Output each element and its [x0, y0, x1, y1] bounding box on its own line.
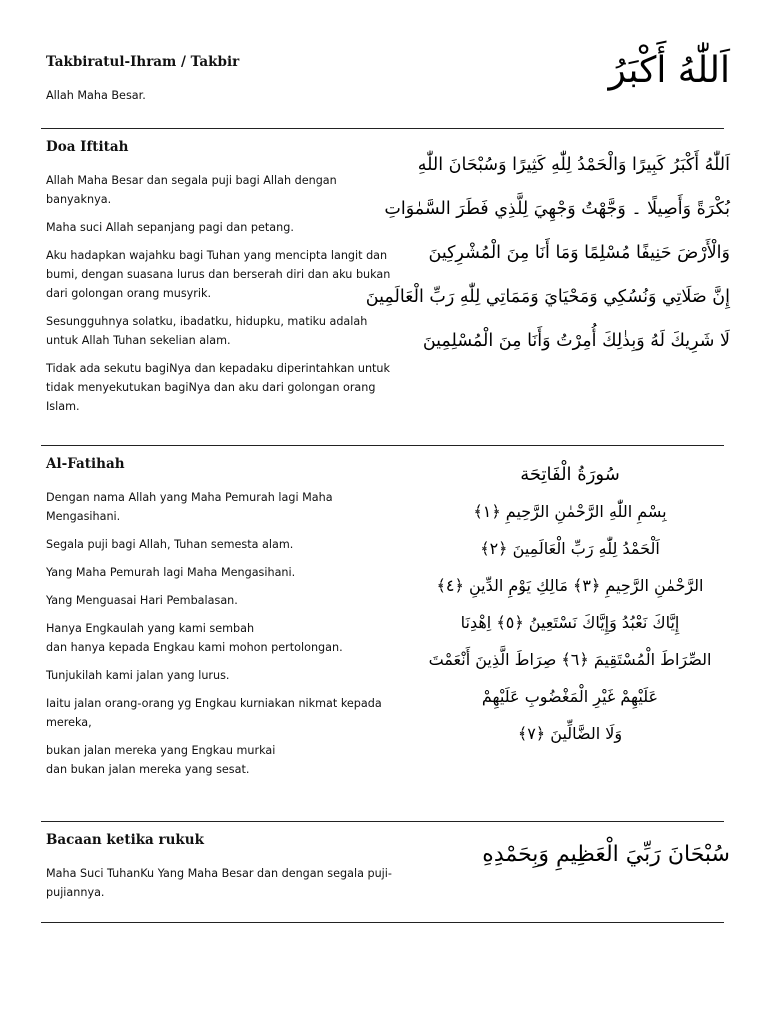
arabic-line: وَالْأَرْضَ حَنِيفًا مُسْلِمًا وَمَا أَنَا مِنَ الْمُشْرِكِينَ [428, 243, 730, 263]
section-title: Bacaan ketika rukuk [46, 832, 204, 848]
translation-text: Segala puji bagi Allah, Tuhan semesta alam. [46, 538, 294, 551]
surah-heading: سُورَةُ الْفَاتِحَة [520, 464, 620, 485]
arabic-line: الرَّحْمٰنِ الرَّحِيمِ ﴿٣﴾ مَالِكِ يَوْمِ الدِّينِ ﴿٤﴾ [436, 576, 704, 595]
translation-text: Allah Maha Besar. [46, 89, 146, 102]
translation-text: Yang Maha Pemurah lagi Maha Mengasihani. [46, 566, 296, 579]
arabic-line: اَللّٰهُ أَكْبَرُ [608, 50, 730, 91]
translation-text: bukan jalan mereka yang Engkau murkai dan bukan jalan mereka yang sesat. [46, 744, 276, 776]
translation-text: Aku hadapkan wajahku bagi Tuhan yang mencipta langit dan bumi, dengan suasana lurus dan berserah diri dan aku bukan dari golongan orang musyrik. [46, 249, 391, 300]
translation-text: Maha Suci TuhanKu Yang Maha Besar dan dengan segala puji-pujiannya. [46, 867, 392, 899]
translation-text: Maha suci Allah sepanjang pagi dan petang. [46, 221, 294, 234]
section-takbir [46, 54, 400, 114]
arabic-line: عَلَيْهِمْ غَيْرِ الْمَغْضُوبِ عَلَيْهِمْ [481, 687, 659, 706]
arabic-line: الصِّرَاطَ الْمُسْتَقِيمَ ﴿٦﴾ صِرَاطَ الَّذِينَ أَنْعَمْتَ [428, 650, 712, 669]
arabic-takbir [520, 46, 730, 96]
arabic-rukuk [404, 830, 730, 880]
section-divider [41, 821, 724, 822]
arabic-line: إِيَّاكَ نَعْبُدُ وَإِيَّاكَ نَسْتَعِينُ ﴿٥﴾ اِهْدِنَا [460, 613, 680, 632]
section-divider [41, 922, 724, 923]
section-doa-iftitah [46, 139, 400, 425]
arabic-line: سُبْحَانَ رَبِّيَ الْعَظِيمِ وَبِحَمْدِهِ [482, 842, 730, 867]
section-divider [41, 128, 724, 129]
translation-text: Allah Maha Besar dan segala puji bagi Allah dengan banyaknya. [46, 174, 337, 206]
translation-text: Tidak ada sekutu bagiNya dan kepadaku diperintahkan untuk tidak menyekutukan bagiNya dan aku dari golongan orang Islam. [46, 362, 391, 413]
arabic-doa-iftitah [365, 143, 730, 363]
arabic-line: إِنَّ صَلَاتِي وَنُسُكِي وَمَحْيَايَ وَمَمَاتِي لِلّٰهِ رَبِّ الْعَالَمِينَ [365, 287, 730, 307]
translation-text: Dengan nama Allah yang Maha Pemurah lagi Maha Mengasihani. [46, 491, 333, 523]
arabic-line: اَلْحَمْدُ لِلّٰهِ رَبِّ الْعَالَمِينَ ﴿٢﴾ [480, 539, 660, 558]
section-title: Doa Iftitah [46, 139, 129, 155]
arabic-line: اَللّٰهُ أَكْبَرُ كَبِيرًا وَالْحَمْدُ لِلّٰهِ كَثِيرًا وَسُبْحَانَ اللّٰهِ [417, 155, 730, 175]
translation-text: Iaitu jalan orang-orang yg Engkau kurniakan nikmat kepada mereka, [46, 697, 382, 729]
translation-text: Tunjukilah kami jalan yang lurus. [46, 669, 230, 682]
section-divider [41, 445, 724, 446]
arabic-line: وَلَا الضَّالِّينَ ﴿٧﴾ [517, 724, 623, 743]
translation-text: Hanya Engkaulah yang kami sembah dan hanya kepada Engkau kami mohon pertolongan. [46, 622, 343, 654]
section-title: Al-Fatihah [46, 456, 125, 472]
section-title: Takbiratul-Ihram / Takbir [46, 54, 240, 70]
arabic-line: بِسْمِ اللّٰهِ الرَّحْمٰنِ الرَّحِيمِ ﴿١﴾ [473, 502, 667, 521]
translation-text: Sesungguhnya solatku, ibadatku, hidupku, matiku adalah untuk Allah Tuhan sekelian alam. [46, 315, 368, 347]
translation-text: Yang Menguasai Hari Pembalasan. [46, 594, 238, 607]
arabic-line: بُكْرَةً وَأَصِيلًا ۔ وَجَّهْتُ وَجْهِيَ لِلَّذِي فَطَرَ السَّمٰوَاتِ [384, 199, 730, 219]
arabic-al-fatihah [420, 456, 720, 752]
section-rukuk [46, 832, 400, 911]
arabic-line: لَا شَرِيكَ لَهُ وَبِذٰلِكَ أُمِرْتُ وَأَنَا مِنَ الْمُسْلِمِينَ [422, 331, 730, 351]
section-al-fatihah [46, 456, 400, 788]
